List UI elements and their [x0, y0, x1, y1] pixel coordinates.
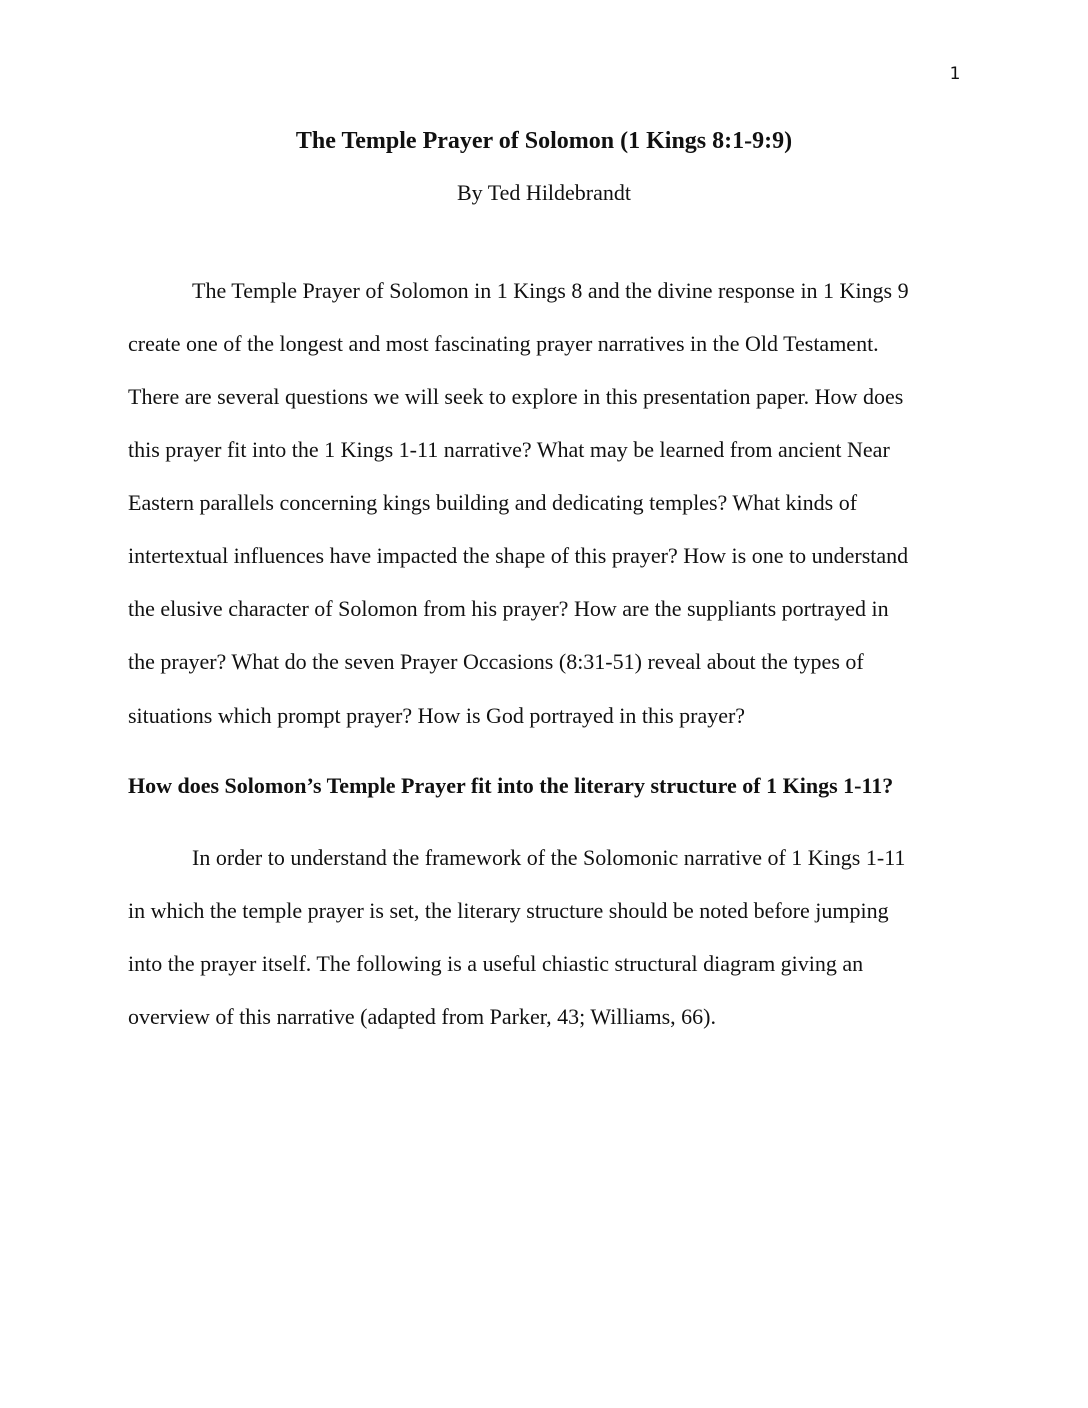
paragraph-line: overview of this narrative (adapted from Parker, 43; Williams, 66).	[128, 1004, 716, 1029]
paragraph-line: Eastern parallels concerning kings building and dedicating temples? What kinds of	[128, 490, 858, 515]
paragraph-line: There are several questions we will seek to explore in this presentation paper. How does	[128, 384, 904, 409]
paragraph-line: In order to understand the framework of the Solomonic narrative of 1 Kings 1-11	[192, 845, 906, 870]
paragraph-line: the elusive character of Solomon from his prayer? How are the suppliants portrayed in	[128, 596, 889, 621]
section-heading: How does Solomon’s Temple Prayer fit into the literary structure of 1 Kings 1-11?	[128, 773, 894, 798]
paragraph-line: create one of the longest and most fascinating prayer narratives in the Old Testament.	[128, 331, 879, 356]
page-number: 1	[949, 64, 961, 84]
paragraph-line: this prayer fit into the 1 Kings 1-11 narrative? What may be learned from ancient Near	[128, 437, 890, 462]
paragraph-line: into the prayer itself. The following is a useful chiastic structural diagram giving an	[128, 951, 864, 976]
paragraph-line: in which the temple prayer is set, the literary structure should be noted before jumping	[128, 898, 889, 923]
paragraph-line: intertextual influences have impacted the shape of this prayer? How is one to understand	[128, 543, 909, 568]
paragraph-line: situations which prompt prayer? How is God portrayed in this prayer?	[128, 703, 746, 728]
document-title: The Temple Prayer of Solomon (1 Kings 8:1-9:9)	[295, 128, 793, 154]
paragraph-line: The Temple Prayer of Solomon in 1 Kings 8 and the divine response in 1 Kings 9	[192, 278, 909, 303]
author-byline: By Ted Hildebrandt	[456, 180, 632, 205]
paragraph-line: the prayer? What do the seven Prayer Occasions (8:31-51) reveal about the types of	[128, 649, 864, 674]
